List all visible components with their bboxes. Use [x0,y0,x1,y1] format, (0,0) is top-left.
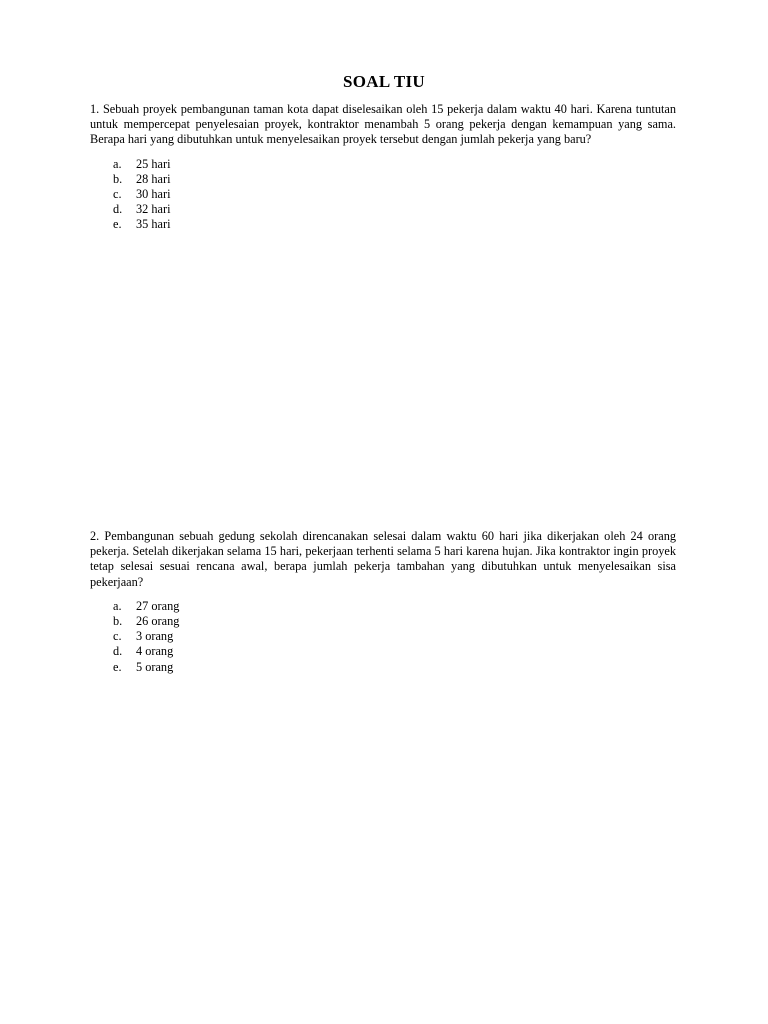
option-letter: a. [113,598,122,613]
question-2-text: 2. Pembangunan sebuah gedung sekolah direncanakan selesai dalam waktu 60 hari jika dikerjakan oleh 24 orang pekerja. Setelah dikerjakan selama 15 hari, pekerjaan terhenti selama 5 hari karena hujan. Jika kontraktor ingin proyek tetap selesai sesuai rencana awal, berapa jumlah pekerja tambahan yang dibutuhkan untuk menyelesaikan sisa pekerjaan? [90,529,676,589]
option-item [90,599,676,614]
option-item [90,187,676,202]
option-letter: c. [113,186,122,201]
option-letter: c. [113,629,122,644]
question-1-options [90,157,676,233]
option-item [90,202,676,217]
option-letter: d. [113,202,123,217]
question-1 [90,102,676,233]
option-letter: e. [113,217,122,232]
question-2-options [90,599,676,675]
option-item [90,217,676,232]
option-text: 26 orang [136,614,180,628]
option-item [90,157,676,172]
option-text: 35 hari [136,217,171,232]
option-text: 32 hari [136,202,171,217]
question-2 [90,529,676,675]
option-letter: d. [113,644,123,659]
option-letter: e. [113,659,122,674]
question-1-text: 1. Sebuah proyek pembangunan taman kota dapat diselesaikan oleh 15 pekerja dalam waktu 40 hari. Karena tuntutan untuk mempercepat penyelesaian proyek, kontraktor menambah 5 orang pekerja dengan kemampuan yang sama. Berapa hari yang dibutuhkan untuk menyelesaikan proyek tersebut dengan jumlah pekerja yang baru? [90,102,676,147]
option-item [90,172,676,187]
option-text: 3 orang [136,629,174,644]
option-text: 25 hari [136,156,171,171]
option-item [90,629,676,644]
option-item [90,614,676,629]
option-text: 5 orang [136,659,174,674]
option-text: 4 orang [136,644,174,659]
option-text: 27 orang [136,598,180,613]
option-letter: b. [113,614,123,628]
option-item [90,644,676,659]
option-letter: a. [113,156,122,171]
option-text: 28 hari [136,171,171,186]
option-item [90,660,676,675]
option-letter: b. [113,171,123,186]
page-title: SOAL TIU [343,72,425,91]
option-text: 30 hari [136,186,171,201]
